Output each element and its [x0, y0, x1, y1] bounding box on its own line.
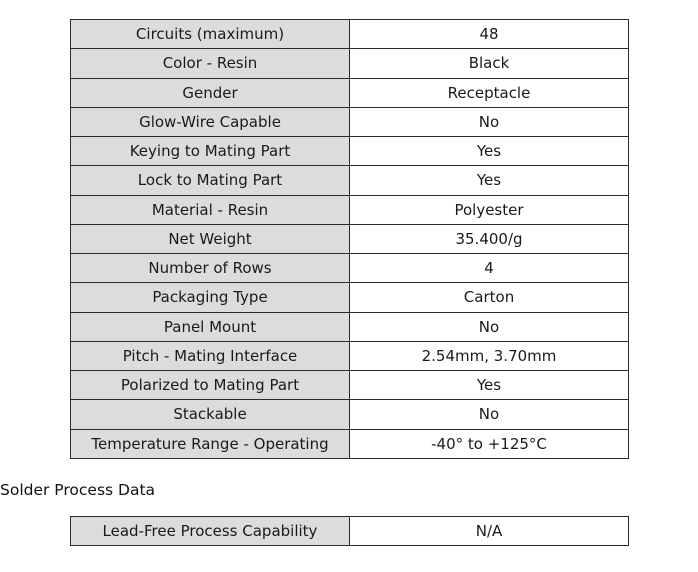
table-row	[71, 195, 629, 224]
spec-value: No	[350, 312, 629, 341]
spec-value: 48	[350, 20, 629, 49]
spec-label: Stackable	[71, 400, 350, 429]
spec-label: Keying to Mating Part	[71, 137, 350, 166]
solder-process-table-body	[71, 517, 629, 546]
table-row	[71, 341, 629, 370]
spec-value: Yes	[350, 137, 629, 166]
spec-value: No	[350, 400, 629, 429]
spec-label: Circuits (maximum)	[71, 20, 350, 49]
spec-label: Lead-Free Process Capability	[71, 517, 350, 546]
table-row	[71, 78, 629, 107]
spec-value: N/A	[350, 517, 629, 546]
table-row	[71, 254, 629, 283]
table-row	[71, 312, 629, 341]
spec-value: 4	[350, 254, 629, 283]
table-row	[71, 166, 629, 195]
spec-value: Receptacle	[350, 78, 629, 107]
spec-value: Black	[350, 49, 629, 78]
table-row	[71, 283, 629, 312]
spec-value: No	[350, 107, 629, 136]
table-row	[71, 137, 629, 166]
spec-value: Yes	[350, 166, 629, 195]
table-row	[71, 517, 629, 546]
table-row	[71, 49, 629, 78]
specifications-table-body	[71, 20, 629, 459]
spec-value: -40° to +125°C	[350, 429, 629, 458]
spec-label: Lock to Mating Part	[71, 166, 350, 195]
spec-label: Net Weight	[71, 224, 350, 253]
spec-label: Gender	[71, 78, 350, 107]
spec-value: 35.400/g	[350, 224, 629, 253]
spec-label: Number of Rows	[71, 254, 350, 283]
table-row	[71, 429, 629, 458]
spec-label: Temperature Range - Operating	[71, 429, 350, 458]
spec-label: Pitch - Mating Interface	[71, 341, 350, 370]
table-row	[71, 371, 629, 400]
spec-label: Glow-Wire Capable	[71, 107, 350, 136]
spec-label: Color - Resin	[71, 49, 350, 78]
spec-label: Material - Resin	[71, 195, 350, 224]
spec-value: Carton	[350, 283, 629, 312]
table-row	[71, 20, 629, 49]
spec-value: Polyester	[350, 195, 629, 224]
table-row	[71, 400, 629, 429]
table-row	[71, 224, 629, 253]
specifications-table	[70, 19, 629, 459]
solder-process-table	[70, 516, 629, 546]
spec-value: 2.54mm, 3.70mm	[350, 341, 629, 370]
spec-value: Yes	[350, 371, 629, 400]
spec-label: Packaging Type	[71, 283, 350, 312]
spec-label: Polarized to Mating Part	[71, 371, 350, 400]
spec-label: Panel Mount	[71, 312, 350, 341]
section-title-solder-process-data: Solder Process Data	[0, 481, 156, 499]
table-row	[71, 107, 629, 136]
